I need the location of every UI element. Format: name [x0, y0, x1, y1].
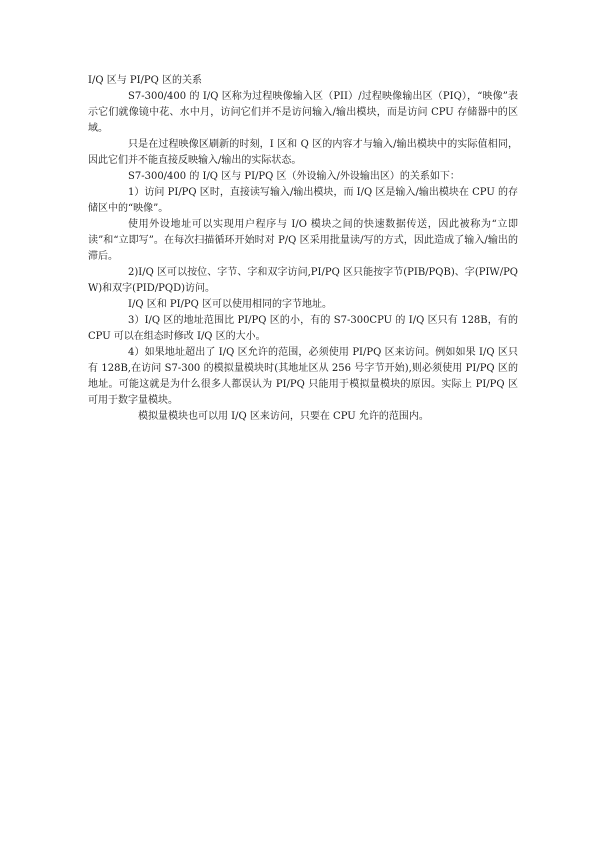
paragraph-9: 4）如果地址超出了 I/Q 区允许的范围，必须使用 PI/PQ 区来访问。例如如果 I/Q 区只有 128B,在访问 S7-300 的模拟量模块时(其地址区从 256 号字节开始),则必须使用 PI/PQ 区的地址。可能这就是为什么很多人都误认为 PI/PQ 只能用于模拟量模块的原因。实际上 PI/PQ 区可用于数字量模块。 — [88, 347, 518, 406]
paragraph-1: S7-300/400 的 I/Q 区称为过程映像输入区（PII）/过程映像输出区（PIQ），“映像”表示它们就像镜中花、水中月，访问它们并不是访问输入/输出模块，而是访问 CPU 存储器中的区域。 — [88, 91, 518, 134]
paragraph-8: 3）I/Q 区的地址范围比 PI/PQ 区的小，有的 S7-300CPU 的 I/Q 区只有 128B，有的 CPU 可以在组态时修改 I/Q 区的大小。 — [88, 315, 518, 342]
document-body — [88, 73, 518, 425]
document-title: I/Q 区与 PI/PQ 区的关系 — [88, 75, 203, 86]
paragraph-4: 1）访问 PI/PQ 区时，直接读写输入/输出模块，而 I/Q 区是输入/输出模块在 CPU 的存储区中的“映像”。 — [88, 187, 518, 214]
paragraph-5: 使用外设地址可以实现用户程序与 I/O 模块之间的快速数据传送，因此被称为“立即读”和“立即写”。在每次扫描循环开始时对 P/Q 区采用批量读/写的方式，因此造成了输入/输出的滞后。 — [88, 219, 518, 262]
paragraph-10: 模拟量模块也可以用 I/Q 区来访问，只要在 CPU 允许的范围内。 — [138, 411, 429, 422]
paragraph-7: I/Q 区和 PI/PQ 区可以使用相同的字节地址。 — [128, 299, 333, 310]
paragraph-6: 2)I/Q 区可以按位、字节、字和双字访问,PI/PQ 区只能按字节(PIB/PQB)、字(PIW/PQW)和双字(PID/PQD)访问。 — [88, 267, 518, 294]
paragraph-2: 只是在过程映像区刷新的时刻，I 区和 Q 区的内容才与输入/输出模块中的实际值相同，因此它们并不能直接反映输入/输出的实际状态。 — [88, 139, 518, 166]
paragraph-3: S7-300/400 的 I/Q 区与 PI/PQ 区（外设输入/外设输出区）的关系如下： — [128, 171, 460, 182]
